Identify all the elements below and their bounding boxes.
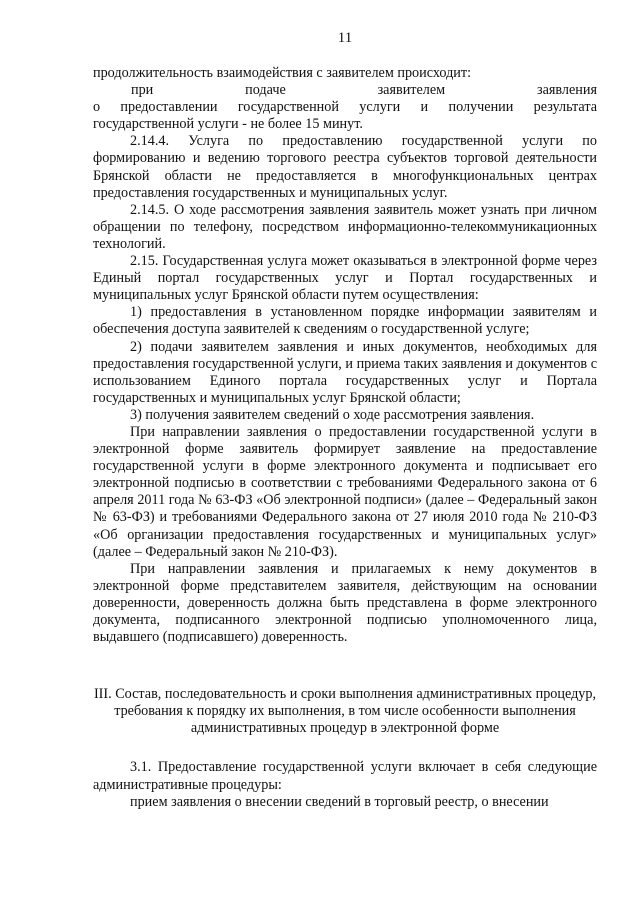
list-item-3: 3) получения заявителем сведений о ходе рассмотрения заявления. <box>130 406 535 423</box>
paragraph-2-15: 2.15. Государственная услуга может оказываться в электронной форме через Единый портал государственных услуг и Портал государственных и муниципальных услуг Брянской области путем осуществления: <box>93 253 597 304</box>
paragraph-submission-line: при подаче заявителем заявления <box>131 82 597 99</box>
paragraph-duration: продолжительность взаимодействия с заявителем происходит: <box>93 65 472 81</box>
paragraph-3-1: 3.1. Предоставление государственной услуги включает в себя следующие административные процедуры: <box>93 759 597 793</box>
paragraph-2-14-4: 2.14.4. Услуга по предоставлению государственной услуги по формированию и ведению торгового реестра субъектов торговой деятельности Брянской области не предоставляется в многофункциональных центрах предоставления государственных и муниципальных услуг. <box>93 133 597 201</box>
paragraph-representative: При направлении заявления и прилагаемых к нему документов в электронной форме представителем заявителя, действующим на основании доверенности, доверенность должна быть представлена в форме электронного документа, подписанного электронной подписью уполномоченного лица, выдавшего (подписавшего) доверенность. <box>93 560 597 646</box>
paragraph-electronic-signature: При направлении заявления о предоставлении государственной услуги в электронной форме заявитель формирует заявление на предоставление государственной услуги в форме электронного документа и подписывает его электронной подписью в соответствии с требованиями Федерального закона от 6 апреля 2011 года № 63-ФЗ «Об электронной подписи» (далее – Федеральный закон № 63-ФЗ) и требованиями Федерального закона от 27 июля 2010 года № 210-ФЗ «Об организации предоставления государственных и муниципальных услуг» (далее – Федеральный закон № 210-ФЗ). <box>93 423 597 560</box>
section-title: III. Состав, последовательность и сроки выполнения административных процедур, требования к порядку их выполнения, в том числе особенности выполнения административных процедур в электронной форме <box>93 686 597 737</box>
list-item-1: 1) предоставления в установленном порядке информации заявителям и обеспечения доступа заявителей к сведениям о государственной услуге; <box>93 304 597 338</box>
paragraph-2-14-5: 2.14.5. О ходе рассмотрения заявления заявитель может узнать при личном обращении по телефону, посредством информационно-телекоммуникационных технологий. <box>93 201 597 252</box>
document-page <box>93 30 597 811</box>
list-item-2: 2) подачи заявителем заявления и иных документов, необходимых для предоставления государственной услуги, и приема таких заявления и документов с использованием Единого портала государственных услуг и Портала государственных и муниципальных услуг Брянской области; <box>93 338 597 406</box>
paragraph-procedure-first: прием заявления о внесении сведений в торговый реестр, о внесении <box>130 793 549 810</box>
document-body <box>93 65 597 811</box>
paragraph-time-limit: о предоставлении государственной услуги и получении результата государственной услуги - не более 15 минут. <box>93 99 597 133</box>
page-number: 11 <box>337 30 353 46</box>
